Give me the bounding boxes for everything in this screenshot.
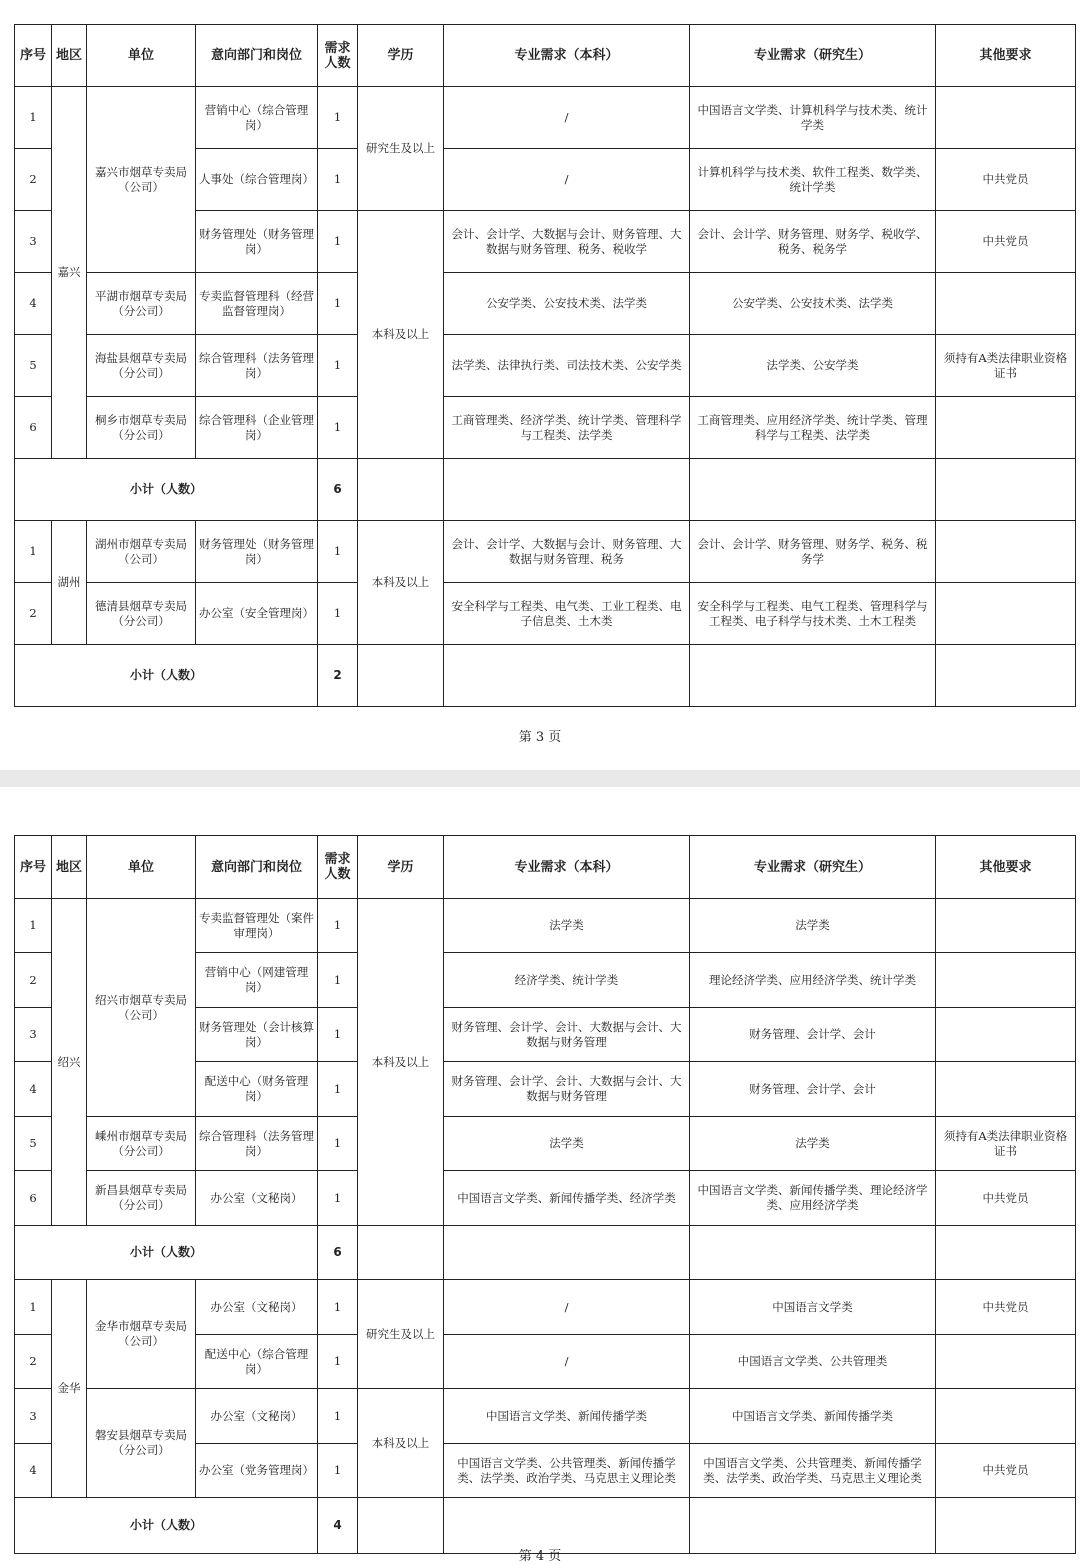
cell-region: 绍兴 [52, 899, 87, 1226]
cell-bachelor: 工商管理类、经济学类、统计学类、管理科学与工程类、法学类 [444, 397, 690, 459]
page-number: 第 3 页 [518, 730, 562, 745]
header-dept: 意向部门和岗位 [196, 25, 318, 87]
empty-cell [358, 1226, 444, 1280]
cell-dept: 财务管理处（财务管理岗） [196, 211, 318, 273]
cell-unit: 金华市烟草专卖局（公司） [87, 1280, 196, 1389]
cell-count: 1 [318, 273, 358, 335]
empty-cell [690, 459, 936, 521]
cell-bachelor: 中国语言文学类、新闻传播学类 [444, 1389, 690, 1444]
cell-master: 法学类 [690, 899, 936, 953]
header-region: 地区 [52, 836, 87, 899]
cell-region: 湖州 [52, 521, 87, 645]
cell-no: 1 [15, 87, 52, 149]
cell-no: 6 [15, 1171, 52, 1226]
cell-no: 2 [15, 1335, 52, 1389]
cell-other [936, 397, 1076, 459]
cell-master: 法学类 [690, 1117, 936, 1171]
cell-unit: 桐乡市烟草专卖局（分公司） [87, 397, 196, 459]
cell-dept: 综合管理科（法务管理岗） [196, 1117, 318, 1171]
cell-no: 2 [15, 149, 52, 211]
cell-bachelor: 安全科学与工程类、电气类、工业工程类、电子信息类、土木类 [444, 583, 690, 645]
header-region: 地区 [52, 25, 87, 87]
cell-other: 中共党员 [936, 211, 1076, 273]
cell-master: 中国语言文学类、新闻传播学类 [690, 1389, 936, 1444]
cell-bachelor: 法学类 [444, 1117, 690, 1171]
cell-bachelor: 会计、会计学、大数据与会计、财务管理、大数据与财务管理、税务 [444, 521, 690, 583]
page-3 [0, 0, 1080, 770]
header-unit: 单位 [87, 836, 196, 899]
cell-unit: 新昌县烟草专卖局（分公司） [87, 1171, 196, 1226]
table-row [15, 899, 1076, 953]
cell-dept: 办公室（文秘岗） [196, 1171, 318, 1226]
cell-count: 1 [318, 1280, 358, 1335]
cell-master: 安全科学与工程类、电气工程类、管理科学与工程类、电子科学与技术类、土木工程类 [690, 583, 936, 645]
cell-no: 3 [15, 1008, 52, 1062]
cell-count: 1 [318, 1389, 358, 1444]
page-number: 第 4 页 [518, 1549, 562, 1564]
header-no: 序号 [15, 25, 52, 87]
cell-count: 1 [318, 87, 358, 149]
cell-count: 1 [318, 1335, 358, 1389]
table-row [15, 397, 1076, 459]
cell-unit: 磐安县烟草专卖局（分公司） [87, 1389, 196, 1498]
cell-master: 会计、会计学、财务管理、财务学、税务、税务学 [690, 521, 936, 583]
cell-master: 财务管理、会计学、会计 [690, 1062, 936, 1117]
subtotal-label: 小计（人数） [15, 1226, 318, 1280]
cell-bachelor: 公安学类、公安技术类、法学类 [444, 273, 690, 335]
cell-other: 中共党员 [936, 1444, 1076, 1498]
cell-edu: 研究生及以上 [358, 87, 444, 211]
cell-count: 1 [318, 583, 358, 645]
subtotal-label: 小计（人数） [15, 459, 318, 521]
cell-other [936, 899, 1076, 953]
cell-dept: 综合管理科（法务管理岗） [196, 335, 318, 397]
cell-bachelor: / [444, 1280, 690, 1335]
table-row [15, 1171, 1076, 1226]
cell-bachelor: 会计、会计学、大数据与会计、财务管理、大数据与财务管理、税务、税收学 [444, 211, 690, 273]
table-row [15, 1389, 1076, 1444]
header-bachelor: 专业需求（本科） [444, 836, 690, 899]
subtotal-row [15, 645, 1076, 707]
cell-no: 5 [15, 335, 52, 397]
cell-count: 1 [318, 1444, 358, 1498]
cell-count: 1 [318, 149, 358, 211]
table-row [15, 87, 1076, 149]
header-count: 需求人数 [318, 836, 358, 899]
empty-cell [690, 1226, 936, 1280]
cell-master: 中国语言文学类、公共管理类 [690, 1335, 936, 1389]
cell-no: 2 [15, 953, 52, 1008]
cell-master: 中国语言文学类 [690, 1280, 936, 1335]
cell-other [936, 1335, 1076, 1389]
cell-dept: 办公室（文秘岗） [196, 1280, 318, 1335]
cell-bachelor: 中国语言文学类、新闻传播学类、经济学类 [444, 1171, 690, 1226]
cell-unit: 嘉兴市烟草专卖局（公司） [87, 87, 196, 273]
empty-cell [358, 645, 444, 707]
cell-region: 金华 [52, 1280, 87, 1498]
cell-dept: 办公室（安全管理岗） [196, 583, 318, 645]
cell-dept: 专卖监督管理科（经营监督管理岗） [196, 273, 318, 335]
cell-master: 会计、会计学、财务管理、财务学、税收学、税务、税务学 [690, 211, 936, 273]
header-row [15, 25, 1076, 87]
header-count: 需求人数 [318, 25, 358, 87]
cell-dept: 财务管理处（会计核算岗） [196, 1008, 318, 1062]
cell-other: 须持有A类法律职业资格证书 [936, 335, 1076, 397]
cell-dept: 营销中心（综合管理岗） [196, 87, 318, 149]
cell-bachelor: 财务管理、会计学、会计、大数据与会计、大数据与财务管理 [444, 1008, 690, 1062]
table-row [15, 1280, 1076, 1335]
cell-other: 中共党员 [936, 1171, 1076, 1226]
cell-region: 嘉兴 [52, 87, 87, 459]
cell-master: 理论经济学类、应用经济学类、统计学类 [690, 953, 936, 1008]
cell-count: 1 [318, 211, 358, 273]
subtotal-value: 6 [318, 459, 358, 521]
cell-no: 4 [15, 1444, 52, 1498]
table-row [15, 335, 1076, 397]
subtotal-row [15, 1226, 1076, 1280]
header-dept: 意向部门和岗位 [196, 836, 318, 899]
cell-dept: 专卖监督管理处（案件审理岗） [196, 899, 318, 953]
subtotal-label: 小计（人数） [15, 1498, 318, 1554]
cell-no: 1 [15, 521, 52, 583]
cell-master: 财务管理、会计学、会计 [690, 1008, 936, 1062]
cell-other [936, 1389, 1076, 1444]
cell-no: 3 [15, 1389, 52, 1444]
cell-no: 3 [15, 211, 52, 273]
table-row [15, 273, 1076, 335]
cell-dept: 营销中心（网建管理岗） [196, 953, 318, 1008]
cell-no: 6 [15, 397, 52, 459]
page-separator [0, 770, 1080, 787]
header-other: 其他要求 [936, 25, 1076, 87]
header-unit: 单位 [87, 25, 196, 87]
cell-bachelor: / [444, 87, 690, 149]
cell-bachelor: 经济学类、统计学类 [444, 953, 690, 1008]
cell-unit: 德清县烟草专卖局（分公司） [87, 583, 196, 645]
header-master: 专业需求（研究生） [690, 836, 936, 899]
cell-dept: 配送中心（财务管理岗） [196, 1062, 318, 1117]
cell-master: 中国语言文学类、计算机科学与技术类、统计学类 [690, 87, 936, 149]
cell-other [936, 1062, 1076, 1117]
cell-bachelor: 中国语言文学类、公共管理类、新闻传播学类、法学类、政治学类、马克思主义理论类 [444, 1444, 690, 1498]
cell-unit: 绍兴市烟草专卖局（公司） [87, 899, 196, 1117]
cell-count: 1 [318, 397, 358, 459]
cell-edu: 本科及以上 [358, 211, 444, 459]
cell-master: 法学类、公安学类 [690, 335, 936, 397]
header-bachelor: 专业需求（本科） [444, 25, 690, 87]
cell-count: 1 [318, 1117, 358, 1171]
cell-no: 2 [15, 583, 52, 645]
cell-other: 中共党员 [936, 1280, 1076, 1335]
cell-count: 1 [318, 335, 358, 397]
cell-count: 1 [318, 899, 358, 953]
cell-other: 中共党员 [936, 149, 1076, 211]
cell-master: 公安学类、公安技术类、法学类 [690, 273, 936, 335]
cell-edu: 本科及以上 [358, 899, 444, 1226]
cell-master: 中国语言文学类、新闻传播学类、理论经济学类、应用经济学类 [690, 1171, 936, 1226]
table-row [15, 521, 1076, 583]
cell-other: 须持有A类法律职业资格证书 [936, 1117, 1076, 1171]
header-no: 序号 [15, 836, 52, 899]
cell-bachelor: 财务管理、会计学、会计、大数据与会计、大数据与财务管理 [444, 1062, 690, 1117]
cell-unit: 平湖市烟草专卖局（分公司） [87, 273, 196, 335]
cell-bachelor: 法学类 [444, 899, 690, 953]
cell-other [936, 953, 1076, 1008]
cell-no: 1 [15, 1280, 52, 1335]
cell-unit: 湖州市烟草专卖局（公司） [87, 521, 196, 583]
subtotal-label: 小计（人数） [15, 645, 318, 707]
header-row [15, 836, 1076, 899]
subtotal-row [15, 459, 1076, 521]
empty-cell [444, 645, 690, 707]
empty-cell [936, 645, 1076, 707]
cell-other [936, 583, 1076, 645]
cell-edu: 研究生及以上 [358, 1280, 444, 1389]
empty-cell [444, 459, 690, 521]
cell-count: 1 [318, 953, 358, 1008]
cell-edu: 本科及以上 [358, 1389, 444, 1498]
empty-cell [444, 1226, 690, 1280]
empty-cell [936, 459, 1076, 521]
cell-master: 工商管理类、应用经济学类、统计学类、管理科学与工程类、法学类 [690, 397, 936, 459]
empty-cell [358, 459, 444, 521]
cell-dept: 财务管理处（财务管理岗） [196, 521, 318, 583]
subtotal-value: 6 [318, 1226, 358, 1280]
recruitment-table-page-4 [14, 835, 1076, 1554]
cell-master: 中国语言文学类、公共管理类、新闻传播学类、法学类、政治学类、马克思主义理论类 [690, 1444, 936, 1498]
cell-dept: 办公室（党务管理岗） [196, 1444, 318, 1498]
subtotal-value: 4 [318, 1498, 358, 1554]
table-row [15, 1117, 1076, 1171]
cell-count: 1 [318, 1062, 358, 1117]
cell-no: 1 [15, 899, 52, 953]
header-edu: 学历 [358, 836, 444, 899]
cell-unit: 海盐县烟草专卖局（分公司） [87, 335, 196, 397]
cell-bachelor: / [444, 1335, 690, 1389]
cell-other [936, 1008, 1076, 1062]
cell-count: 1 [318, 1008, 358, 1062]
empty-cell [690, 645, 936, 707]
header-other: 其他要求 [936, 836, 1076, 899]
cell-count: 1 [318, 1171, 358, 1226]
cell-dept: 综合管理科（企业管理岗） [196, 397, 318, 459]
cell-dept: 办公室（文秘岗） [196, 1389, 318, 1444]
cell-no: 4 [15, 1062, 52, 1117]
cell-dept: 配送中心（综合管理岗） [196, 1335, 318, 1389]
cell-other [936, 87, 1076, 149]
header-edu: 学历 [358, 25, 444, 87]
cell-bachelor: 法学类、法律执行类、司法技术类、公安学类 [444, 335, 690, 397]
cell-dept: 人事处（综合管理岗） [196, 149, 318, 211]
table-row [15, 583, 1076, 645]
subtotal-value: 2 [318, 645, 358, 707]
cell-other [936, 521, 1076, 583]
cell-other [936, 273, 1076, 335]
cell-master: 计算机科学与技术类、软件工程类、数学类、统计学类 [690, 149, 936, 211]
cell-count: 1 [318, 521, 358, 583]
cell-unit: 嵊州市烟草专卖局（分公司） [87, 1117, 196, 1171]
cell-bachelor: / [444, 149, 690, 211]
cell-edu: 本科及以上 [358, 521, 444, 645]
cell-no: 4 [15, 273, 52, 335]
cell-no: 5 [15, 1117, 52, 1171]
recruitment-table-page-3 [14, 24, 1076, 707]
header-master: 专业需求（研究生） [690, 25, 936, 87]
page-4 [0, 787, 1080, 1565]
empty-cell [936, 1226, 1076, 1280]
